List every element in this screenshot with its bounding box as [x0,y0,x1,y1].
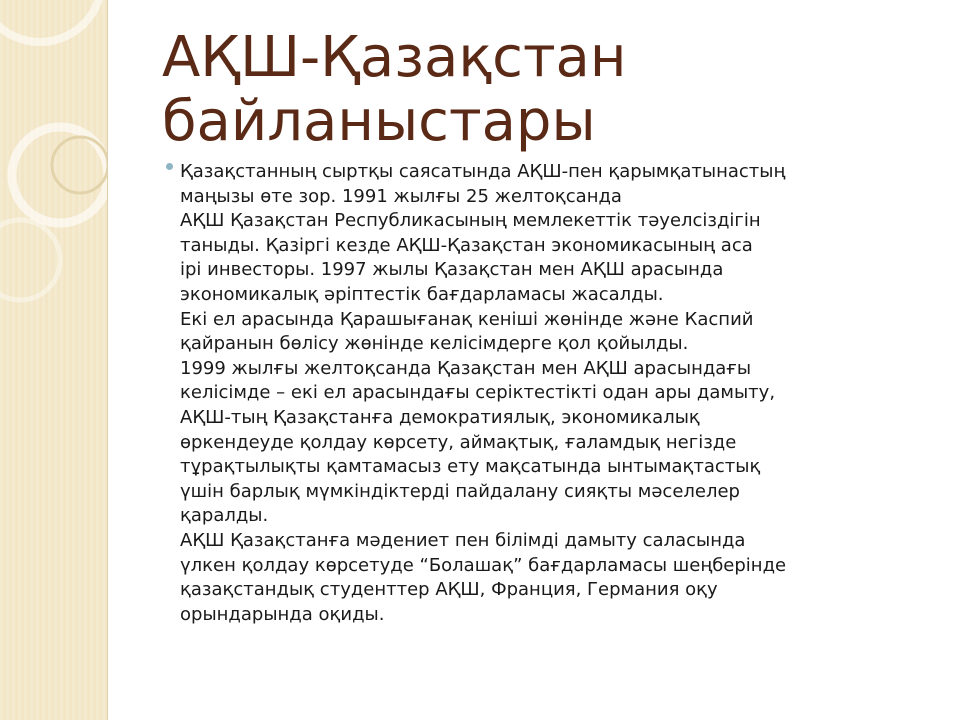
body-text-line: орындарында оқиды. [180,603,385,625]
body-text-line: тұрақтылықты қамтамасыз ету мақсатында ынтымақтастық [180,456,761,478]
body-text-line: таныды. Қазіргі кезде АҚШ-Қазақстан экономикасының аса [180,234,753,256]
slide-title [162,26,922,154]
decorative-rings [0,0,107,720]
title-line: АҚШ-Қазақстан [162,25,627,90]
body-text-line: АҚШ Қазақстанға мәдениет пен білімді дамыту саласында [180,529,746,551]
body-text-line: маңызы өте зор. 1991 жылғы 25 желтоқсанда [180,185,622,207]
bullet-dot-icon [166,163,173,170]
body-text-line: қаралды. [180,505,269,527]
body-text-line: Қазақстанның сыртқы саясатында АҚШ-пен қарымқатынастың [180,161,786,182]
slide-body [162,160,882,627]
body-text-line: АҚШ-тың Қазақстанға демократиялық, экономикалық [180,406,700,428]
body-text-line: үшін барлық мүмкіндіктерді пайдалану сияқты мәселелер [180,480,740,502]
body-text-line: АҚШ Қазақстан Республикасының мемлекеттік тәуелсіздігін [180,210,761,232]
body-text-line: экономикалық әріптестік бағдарламасы жасалды. [180,283,664,305]
body-text-line: өркендеуде қолдау көрсету, аймақтық, ғаламдық негізде [180,431,737,453]
body-text-line: 1999 жылғы желтоқсанда Қазақстан мен АҚШ арасындағы [180,357,752,379]
body-text-line: келісімде – екі ел арасындағы серіктестікті одан ары дамыту, [180,382,776,404]
body-text-line: ірі инвесторы. 1997 жылы Қазақстан мен АҚШ арасында [180,259,724,281]
body-text-line: үлкен қолдау көрсетуде “Болашақ” бағдарламасы шеңберінде [180,554,787,576]
body-text-line: Екі ел арасында Қарашығанақ кеніші жөнінде және Каспий [180,308,754,330]
decorative-side-panel [0,0,108,720]
title-line: байланыстары [162,89,596,154]
bullet-text [180,160,882,627]
bullet-item [162,160,882,627]
body-text-line: қазақстандық студенттер АҚШ, Франция, Германия оқу [180,579,718,601]
body-text-line: қайранын бөлісу жөнінде келісімдерге қол қойылды. [180,333,689,355]
